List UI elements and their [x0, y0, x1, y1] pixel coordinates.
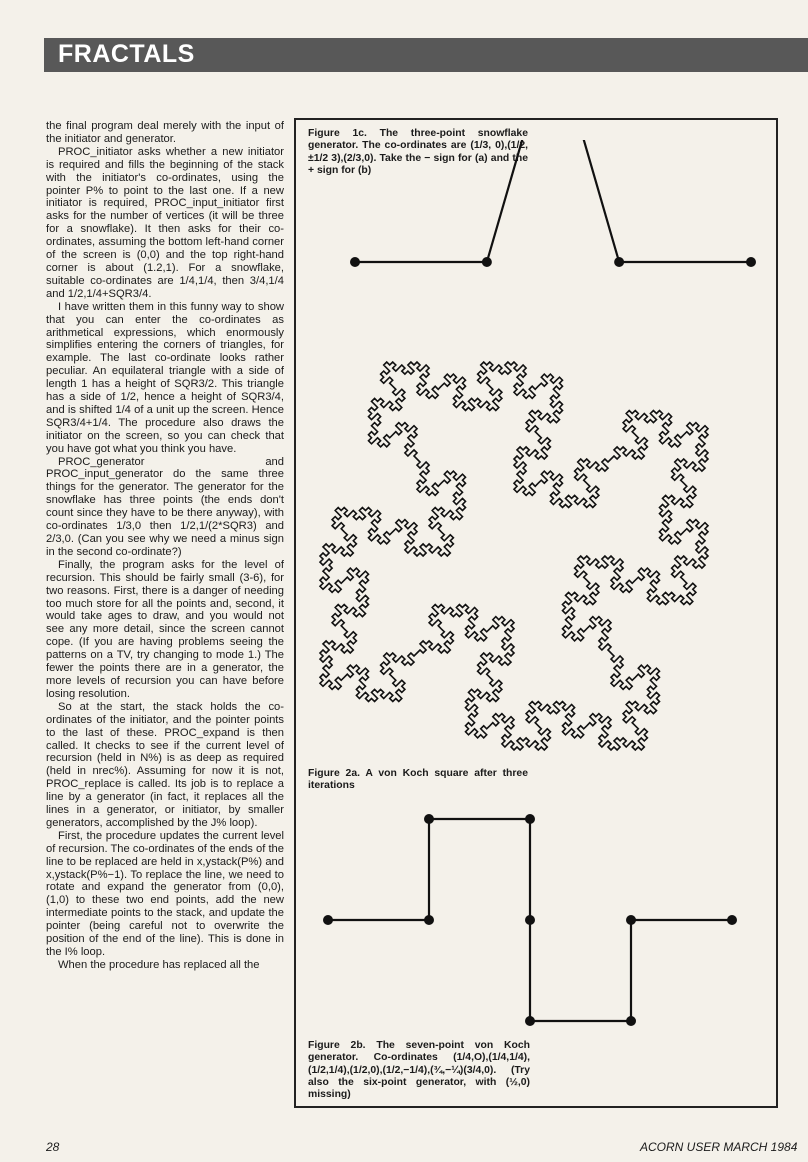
generator-vertex	[424, 814, 434, 824]
figure-2a-caption: Figure 2a. A von Koch square after three iterations	[308, 768, 528, 792]
generator-vertex	[323, 915, 333, 925]
figure-2b-diagram	[310, 806, 750, 1036]
paragraph: PROC_generator and PROC_input_generator do the same three things for the generator. The generator for the snowflake has three points (the ends don't count since they have to be there anyway), with co-ordinates 1/3,0 then 1/2,1/(2*SQR3) and 2/3,0. (Can you see why we need a minus sign in the second co-ordinate?)	[46, 455, 284, 558]
section-header	[44, 38, 808, 72]
generator-vertex	[746, 257, 756, 267]
generator-vertex	[525, 1016, 535, 1026]
figure-1c-caption: Figure 1c. The three-point snowflake generator. The co-ordinates are (1/3, 0),(1/2,±1/2 3),(2/3,0). Take the − sign for (a) and the + sign for (b)	[308, 128, 528, 176]
figure-2b-caption: Figure 2b. The seven-point von Koch generator. Co-ordinates (1/4,O),(1/4,1/4),(1/2,1/4),(1/2,0),(1/2,−1/4),(¾,−¼)(3/4,0). (Try also the six-point generator, with (½,0) missing)	[308, 1040, 530, 1101]
koch-square-curve	[320, 362, 708, 750]
generator-vertex	[626, 1016, 636, 1026]
figure-2a-koch-square	[314, 356, 764, 774]
generator-segment	[553, 140, 619, 262]
paragraph: I have written them in this funny way to show that you can enter the co-ordinates as arithmetical expressions, which enormously simplifies entering the corners of triangles, for example. The last co-ordinate looks rather peculiar. An equilateral triangle with a side of length 1 has a height of SQR3/2. This triangle has a side of 1/2, hence a height of SQR3/4, and is shifted 1/4 of a unit up the screen. Hence SQR3/4+1/4. The procedure also draws the initiator on the screen, so you can check that you have got what you think you have.	[46, 300, 284, 455]
body-text-column	[46, 120, 284, 972]
paragraph: PROC_initiator asks whether a new initiator is required and fills the beginning of the stack with the initiator's co-ordinates, using the pointer P% to point to the last one. If a new initiator is required, PROC_input_initiator first asks for the number of vertices (it will be three for a snowflake). It then asks for their co-ordinates, assuming the bottom left-hand corner of the screen is (0,0) and the top right-hand corner is about (1.2,1). For a snowflake, suitable co-ordinates are 1/4,1/4, then 3/4,1/4 and 1/2,1/4+SQR3/4.	[46, 145, 284, 300]
publication-footer: ACORN USER MARCH 1984	[640, 1140, 798, 1154]
paragraph: Finally, the program asks for the level of recursion. This should be fairly small (3-6), for two reasons. First, there is a danger of needing too much store for all the points and, second, it would take ages to draw, and you would not see any more detail, since the screen cannot cope. (If you are having problems seeing the patterns on a TV, try changing to mode 1.) The fewer the points there are in a generator, the more levels of recursion you can have before losing resolution.	[46, 558, 284, 700]
figure-1c-diagram	[330, 140, 770, 280]
generator-vertex	[482, 257, 492, 267]
page-number: 28	[46, 1140, 60, 1154]
section-title: FRACTALS	[58, 40, 195, 68]
paragraph: First, the procedure updates the current level of recursion. The co-ordinates of the ends of the line to be replaced are held in x,ystack(P%) and x,ystack(P%−1). To replace the line, we need to rotate and expand the generator from (0,0), (1,0) to these two end points, add the new intermediate points to the stack, and update the pointer (being careful not to overwrite the position of the end of the line). This is done in the I% loop.	[46, 829, 284, 958]
generator-vertex	[727, 915, 737, 925]
generator-vertex	[350, 257, 360, 267]
generator-vertex	[614, 257, 624, 267]
generator-vertex	[424, 915, 434, 925]
paragraph: the final program deal merely with the input of the initiator and generator.	[46, 120, 284, 145]
paragraph: When the procedure has replaced all the	[58, 958, 260, 971]
paragraph: So at the start, the stack holds the co-ordinates of the initiator, and the pointer points to the last of these. PROC_expand is then called. It checks to see if the current level of recursion (held in N%) is as deep as required (held in nrec%). Assuming for now it is not, PROC_replace is called. Its job is to replace a line by a generator (in fact, it replaces all the lines in a generator, or initiator, by smaller generators, accomplished by the J% loop).	[46, 700, 284, 829]
generator-vertex	[626, 915, 636, 925]
generator-vertex	[525, 814, 535, 824]
generator-segment	[487, 140, 553, 262]
generator-vertex	[525, 915, 535, 925]
